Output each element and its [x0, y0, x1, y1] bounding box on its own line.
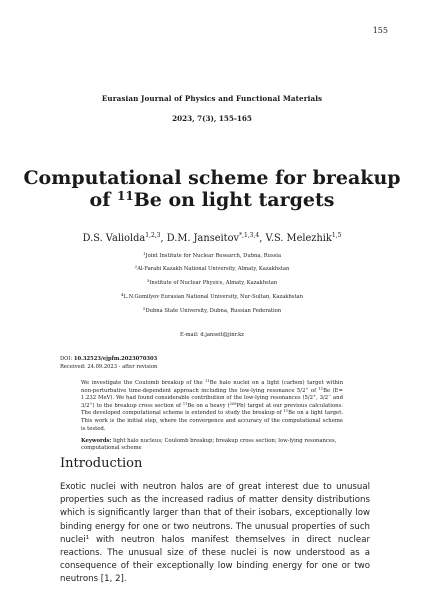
received-date: Received: 24.09.2023 - after revision [60, 364, 158, 370]
author-affiliation-marks: 1,5 [331, 232, 342, 239]
author-affiliation-marks: 1,2,3 [145, 232, 161, 239]
contact-email: E-mail: d.janseit@jinr.kz [179, 332, 245, 338]
author-name: V.S. Melezhik [265, 233, 332, 244]
page-number: 155 [372, 26, 388, 35]
title-line-1: Computational scheme for breakup [23, 167, 401, 189]
affiliation: $^5$Dubna State University, Dubna, Russian Federation [142, 306, 282, 314]
affiliation: $^3$Institute of Nuclear Physics, Almaty, Kazakhstan [146, 278, 278, 286]
affiliation: $^1$Joint Institute for Nuclear Research, Dubna, Russia [142, 251, 282, 259]
title-line-2: of $^{11}$Be on light targets [89, 189, 335, 211]
author-name: D.M. Janseitov [166, 233, 240, 244]
abstract: We investigate the Coulomb breakup of the $^{11}$Be halo nuclei on a light (carbon) target within non-perturbative time-dependent approach including the low-lying resonance 5/2+ of $^{11}$Be (E= 1.232 MeV). We had found considerable contribution of the low-lying resonances (5/2+, 3/2− and 3/2+) to the breakup cross section of $^{11}$Be on a heavy ($^{208}$Pb) target at our previous calculations. The developed computational scheme is extended to study the breakup of $^{11}$Be on a light target. This work is the initial step, where the convergence and accuracy of the computational scheme is tested. [81, 379, 344, 432]
journal-name: Eurasian Journal of Physics and Functional Materials [101, 94, 323, 103]
journal-issue: 2023, 7(3), 155-165 [172, 114, 252, 123]
introduction-paragraph: Exotic nuclei with neutron halos are of great interest due to unusual properties such as the increased radius of matter density distributions which is significantly larger than that of their isobars, exceptionally low binding energy for one or two neutrons. The unusual properties of such nuclei$^1$ with neutron halos manifest themselves in direct nuclear reactions. The unusual size of these nuclei is now understood as a consequence of their exceptionally low binding energy for one or two neutrons [1, 2]. [60, 482, 370, 585]
affiliation: $^4$L.N.Gumilyov Eurasian National University, Nur-Sultan, Kazakhstan [121, 292, 303, 300]
keywords [81, 438, 343, 453]
keywords-text: light halo nucleus; Coulomb breakup; breakup cross section; low-lying resonances, computational scheme [81, 438, 337, 452]
doi-link[interactable]: 10.32523/ejpfm.2023070303 [73, 356, 158, 362]
doi-line: DOI: 10.32523/ejpfm.2023070303 [60, 356, 158, 362]
keywords-label: Keywords: [81, 438, 112, 444]
author-list: D.S. Valiolda$^{1,2,3}$, D.M. Janseitov$^{*,1,3,4}$, V.S. Melezhik$^{1,5}$ [82, 232, 342, 244]
isotope-mass-number: 11 [117, 189, 134, 203]
affiliation: $^2$Al-Farabi Kazakh National University, Almaty, Kazakhstan [134, 264, 290, 272]
paper-title [0, 167, 424, 211]
author-name: D.S. Valiolda [82, 233, 146, 244]
author-affiliation-marks: *,1,3,4 [239, 232, 260, 239]
section-heading-introduction: Introduction [60, 456, 143, 471]
